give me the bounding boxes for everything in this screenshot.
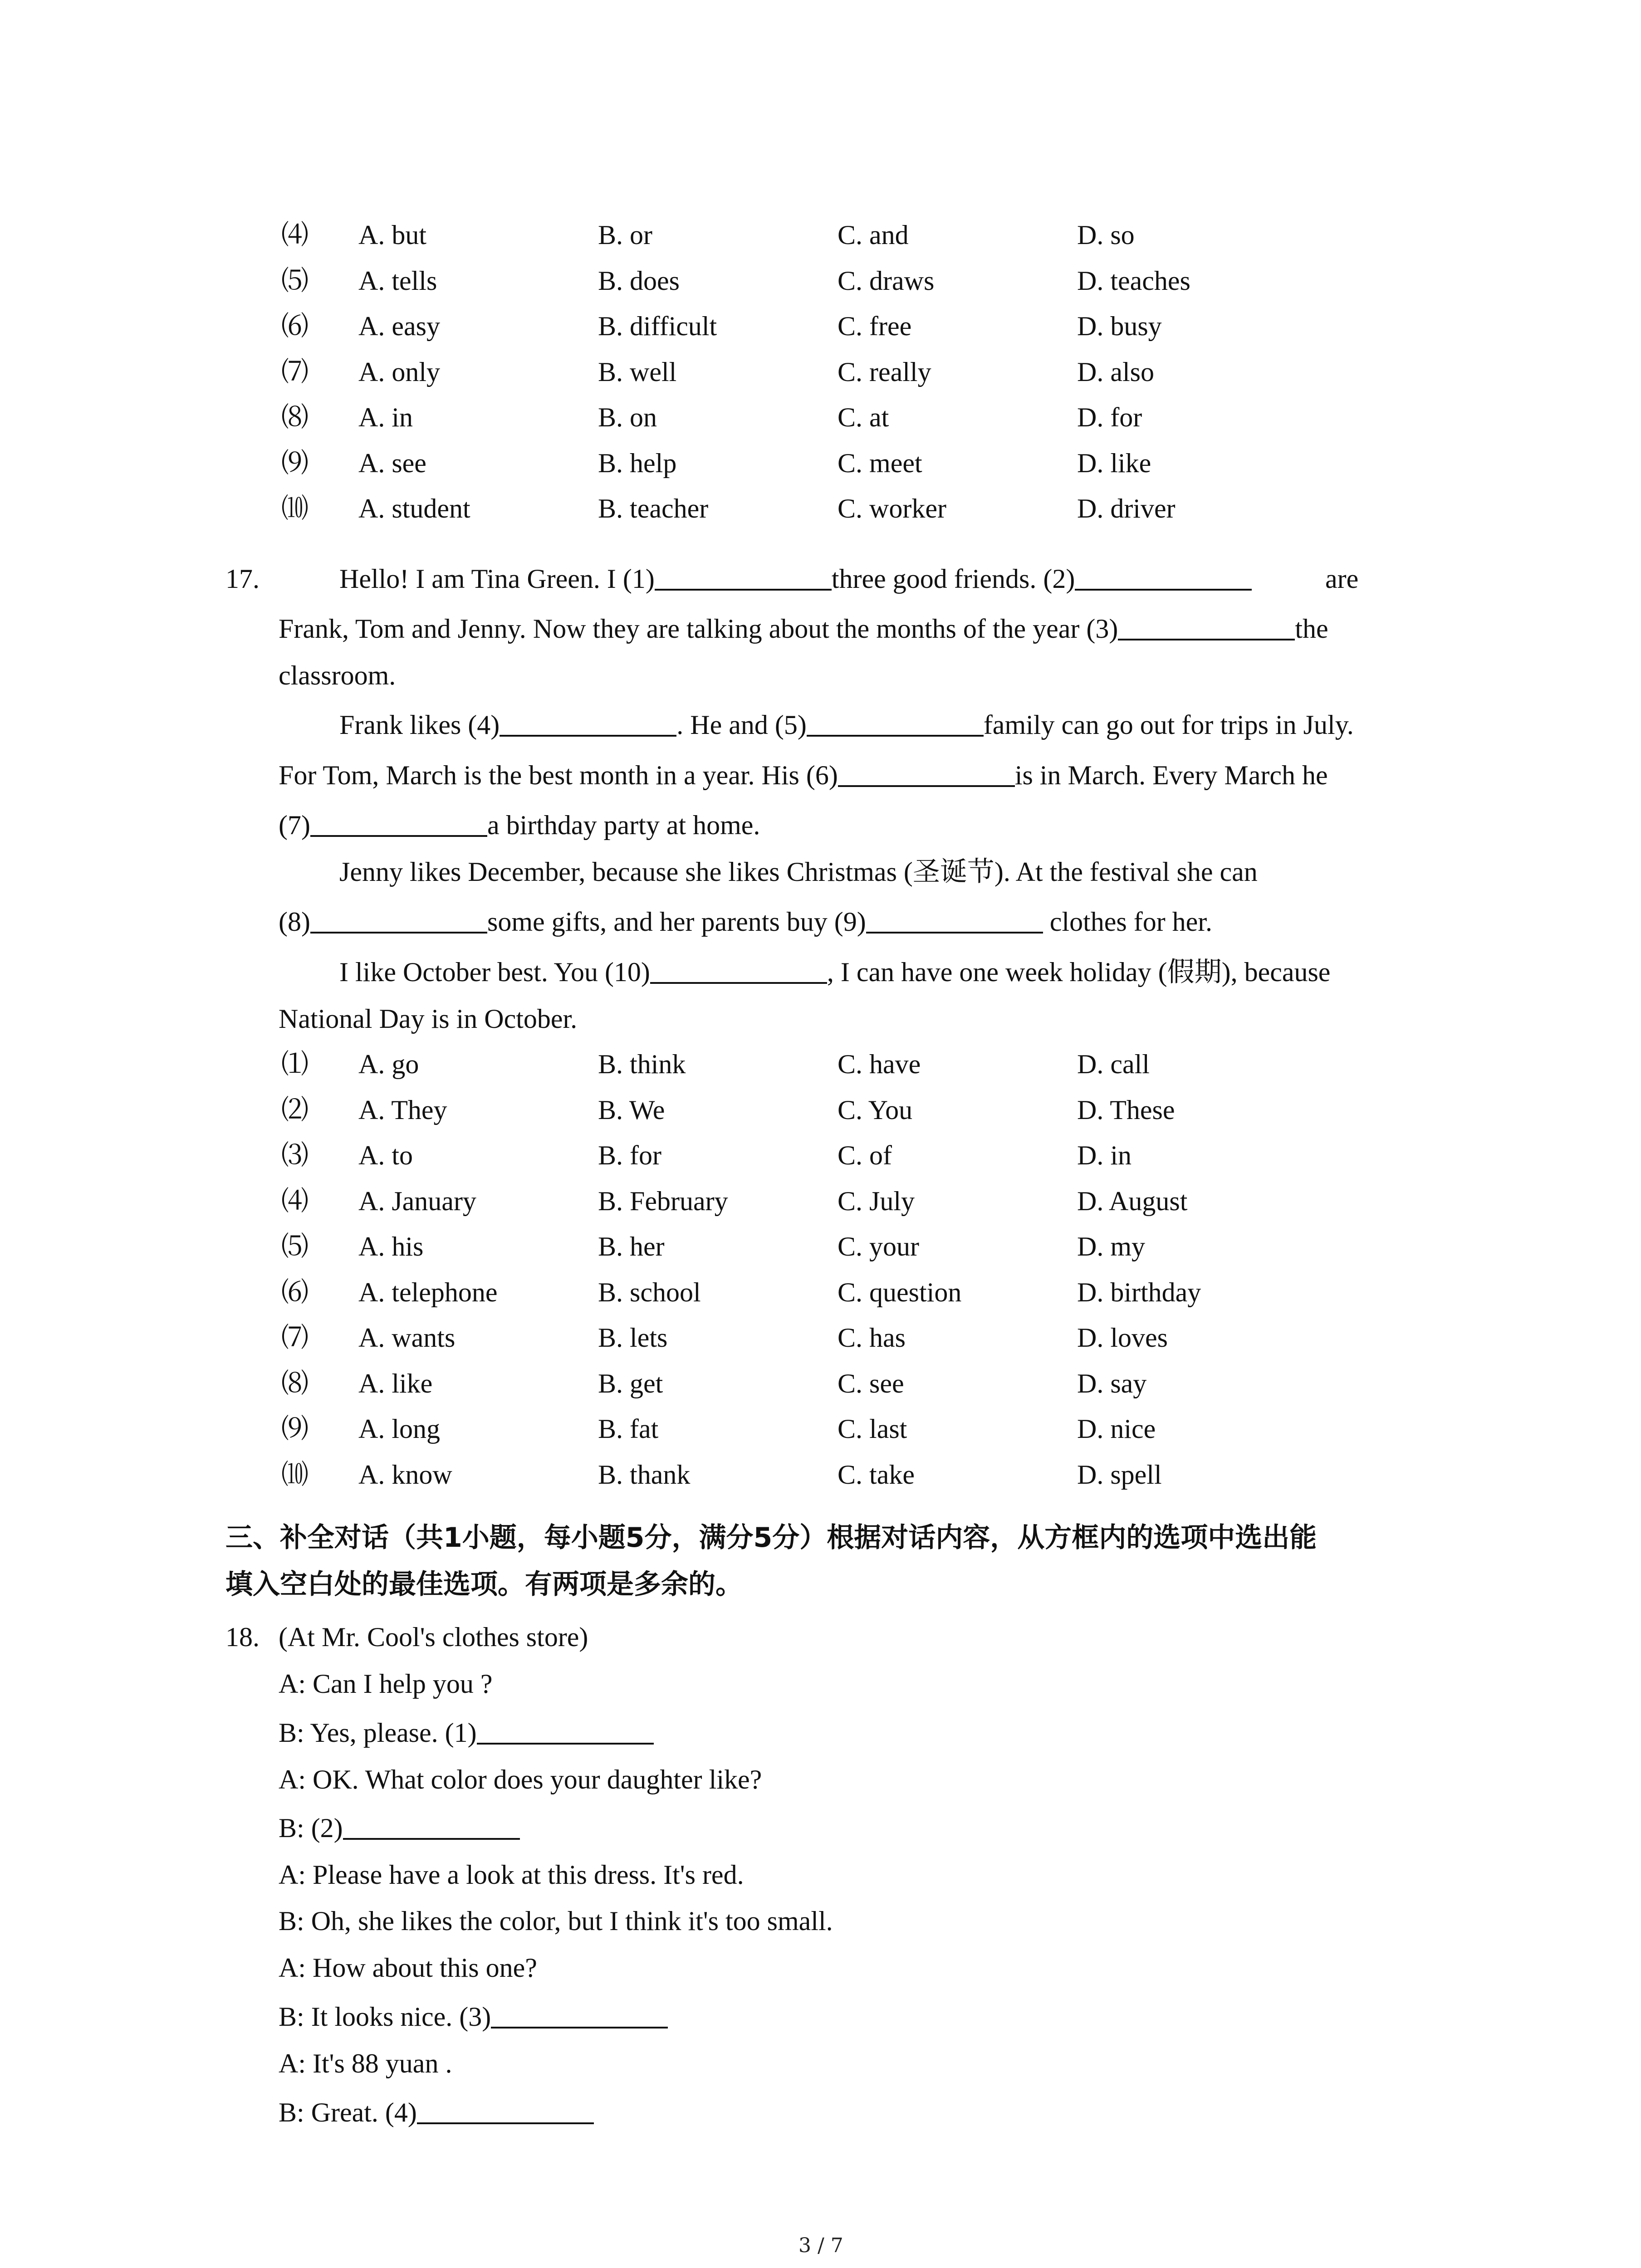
option-choice-a[interactable]: A. wants [358,1323,456,1353]
option-choice-c[interactable]: C. really [838,357,931,387]
passage-word: are [1325,564,1359,594]
option-number: ⑽ [281,1458,309,1491]
passage-line: Frank, Tom and Jenny. Now they are talking about the months of the year (3) the [279,612,1328,645]
option-choice-a[interactable]: A. his [358,1232,424,1261]
answer-blank[interactable] [1075,562,1252,591]
question-number: 17. [225,564,260,594]
option-choice-c[interactable]: C. question [838,1277,962,1307]
option-number: ⑶ [281,1139,309,1171]
answer-blank[interactable] [310,905,487,934]
option-choice-a[interactable]: A. but [358,220,426,250]
answer-blank[interactable] [866,905,1043,934]
option-number: ⑻ [281,401,309,433]
option-choice-b[interactable]: B. think [598,1049,686,1079]
option-choice-d[interactable]: D. so [1077,220,1135,250]
option-choice-b[interactable]: B. well [598,357,677,387]
passage-line: (8) some gifts, and her parents buy (9) clothes for her. [279,905,1212,938]
option-choice-d[interactable]: D. my [1077,1232,1145,1261]
option-choice-c[interactable]: C. of [838,1140,892,1170]
option-choice-d[interactable]: D. driver [1077,494,1176,523]
dialogue-line: B: Yes, please. (1) [279,1716,654,1749]
option-choice-c[interactable]: C. have [838,1049,921,1079]
option-choice-d[interactable]: D. call [1077,1049,1150,1079]
passage-line: Frank likes (4) . He and (5) family can go out for trips in July. [339,709,1354,741]
option-choice-b[interactable]: B. or [598,220,652,250]
option-number: ⑼ [281,447,309,479]
option-choice-d[interactable]: D. These [1077,1095,1175,1125]
option-choice-b[interactable]: B. fat [598,1414,659,1444]
option-choice-b[interactable]: B. does [598,265,680,296]
option-choice-d[interactable]: D. for [1077,402,1142,432]
option-choice-a[interactable]: A. in [358,402,413,432]
option-choice-a[interactable]: A. to [358,1140,413,1170]
option-choice-b[interactable]: B. February [598,1186,728,1216]
option-choice-c[interactable]: C. free [838,311,912,341]
option-choice-a[interactable]: A. go [358,1049,419,1079]
passage-line: Jenny likes December, because she likes Christmas (圣诞节). At the festival she can [339,857,1258,887]
passage-line: For Tom, March is the best month in a year. His (6) is in March. Every March he [279,759,1328,792]
question-number: 18. [225,1622,260,1652]
option-choice-b[interactable]: B. help [598,448,677,478]
passage-line: (7) a birthday party at home. [279,809,760,841]
option-choice-a[interactable]: A. telephone [358,1277,498,1307]
option-choice-d[interactable]: D. say [1077,1368,1147,1398]
option-choice-a[interactable]: A. only [358,357,440,387]
answer-blank[interactable] [500,709,676,737]
option-choice-a[interactable]: A. long [358,1414,440,1444]
option-choice-a[interactable]: A. like [358,1368,433,1398]
option-choice-b[interactable]: B. We [598,1095,665,1125]
dialogue-line: A: Please have a look at this dress. It's red. [279,1860,744,1890]
option-choice-b[interactable]: B. get [598,1368,663,1398]
option-choice-a[interactable]: A. tells [358,265,437,296]
option-choice-d[interactable]: D. August [1077,1186,1188,1216]
passage-line: National Day is in October. [279,1004,578,1034]
option-choice-a[interactable]: A. know [358,1459,452,1490]
option-choice-b[interactable]: B. school [598,1277,701,1307]
option-number: ⑹ [281,310,309,342]
option-choice-b[interactable]: B. lets [598,1323,668,1353]
option-number: ⑴ [281,1048,309,1080]
section-heading-line: 三、补全对话（共1小题，每小题5分，满分5分）根据对话内容，从方框内的选项中选出能 [225,1522,1317,1554]
option-choice-c[interactable]: C. has [838,1323,906,1353]
option-choice-d[interactable]: D. like [1077,448,1151,478]
option-choice-a[interactable]: A. student [358,494,470,523]
answer-blank[interactable] [1118,612,1295,640]
page-number: 3 / 7 [798,2234,843,2257]
option-choice-d[interactable]: D. also [1077,357,1154,387]
passage-line: classroom. [279,660,396,690]
option-choice-c[interactable]: C. worker [838,494,946,523]
option-choice-b[interactable]: B. difficult [598,311,717,341]
passage-line: Hello! I am Tina Green. I (1) three good friends. (2) [339,562,1252,595]
option-number: ⑻ [281,1367,309,1399]
passage-line: I like October best. You (10) , I can have one week holiday (假期), because [339,956,1330,988]
dialogue-line: A: Can I help you ? [279,1669,493,1699]
answer-blank[interactable] [491,2000,668,2028]
option-choice-c[interactable]: C. your [838,1232,919,1261]
answer-blank[interactable] [310,809,487,837]
option-choice-c[interactable]: C. draws [838,265,935,296]
option-choice-a[interactable]: A. They [358,1095,447,1125]
option-choice-d[interactable]: D. in [1077,1140,1132,1170]
answer-blank[interactable] [650,956,827,984]
option-choice-c[interactable]: C. meet [838,448,922,478]
option-number: ⑺ [281,1322,309,1354]
option-choice-c[interactable]: C. and [838,220,909,250]
answer-blank[interactable] [838,759,1015,787]
dialogue-line: B: Great. (4) [279,2096,594,2129]
option-choice-c[interactable]: C. July [838,1186,915,1216]
answer-blank[interactable] [417,2096,594,2124]
option-choice-c[interactable]: C. You [838,1095,913,1125]
option-choice-b[interactable]: B. for [598,1140,661,1170]
dialogue-line: B: It looks nice. (3) [279,2000,668,2033]
option-number: ⑹ [281,1276,309,1308]
option-choice-d[interactable]: D. loves [1077,1323,1168,1353]
option-choice-d[interactable]: D. busy [1077,311,1162,341]
option-choice-d[interactable]: D. nice [1077,1414,1156,1444]
option-choice-a[interactable]: A. see [358,448,426,478]
option-number: ⑷ [281,219,309,251]
option-number: ⑵ [281,1094,309,1126]
answer-blank[interactable] [477,1716,654,1745]
option-choice-d[interactable]: D. spell [1077,1459,1162,1490]
option-number: ⑽ [281,493,309,524]
section-heading-line: 填入空白处的最佳选项。有两项是多余的。 [225,1569,743,1600]
answer-blank[interactable] [807,709,984,737]
dialogue-setting: (At Mr. Cool's clothes store) [279,1622,588,1652]
option-choice-b[interactable]: B. thank [598,1459,691,1490]
option-choice-a[interactable]: A. January [358,1186,476,1216]
answer-blank[interactable] [655,562,832,591]
dialogue-line: A: How about this one? [279,1953,537,1983]
option-choice-c[interactable]: C. see [838,1368,904,1398]
option-choice-b[interactable]: B. teacher [598,494,709,523]
option-choice-d[interactable]: D. birthday [1077,1277,1201,1307]
answer-blank[interactable] [343,1812,520,1840]
dialogue-line: B: Oh, she likes the color, but I think it's too small. [279,1906,833,1936]
option-choice-d[interactable]: D. teaches [1077,265,1190,296]
option-choice-b[interactable]: B. her [598,1232,665,1261]
option-number: ⑺ [281,356,309,388]
dialogue-line: A: It's 88 yuan . [279,2048,452,2078]
option-choice-b[interactable]: B. on [598,402,657,432]
dialogue-line: A: OK. What color does your daughter like? [279,1765,762,1794]
option-choice-c[interactable]: C. at [838,402,889,432]
option-number: ⑼ [281,1413,309,1445]
option-number: ⑷ [281,1185,309,1217]
option-number: ⑸ [281,1231,309,1262]
option-choice-c[interactable]: C. take [838,1459,915,1490]
option-number: ⑸ [281,264,309,297]
option-choice-c[interactable]: C. last [838,1414,907,1444]
option-choice-a[interactable]: A. easy [358,311,440,341]
dialogue-line: B: (2) [279,1812,520,1844]
